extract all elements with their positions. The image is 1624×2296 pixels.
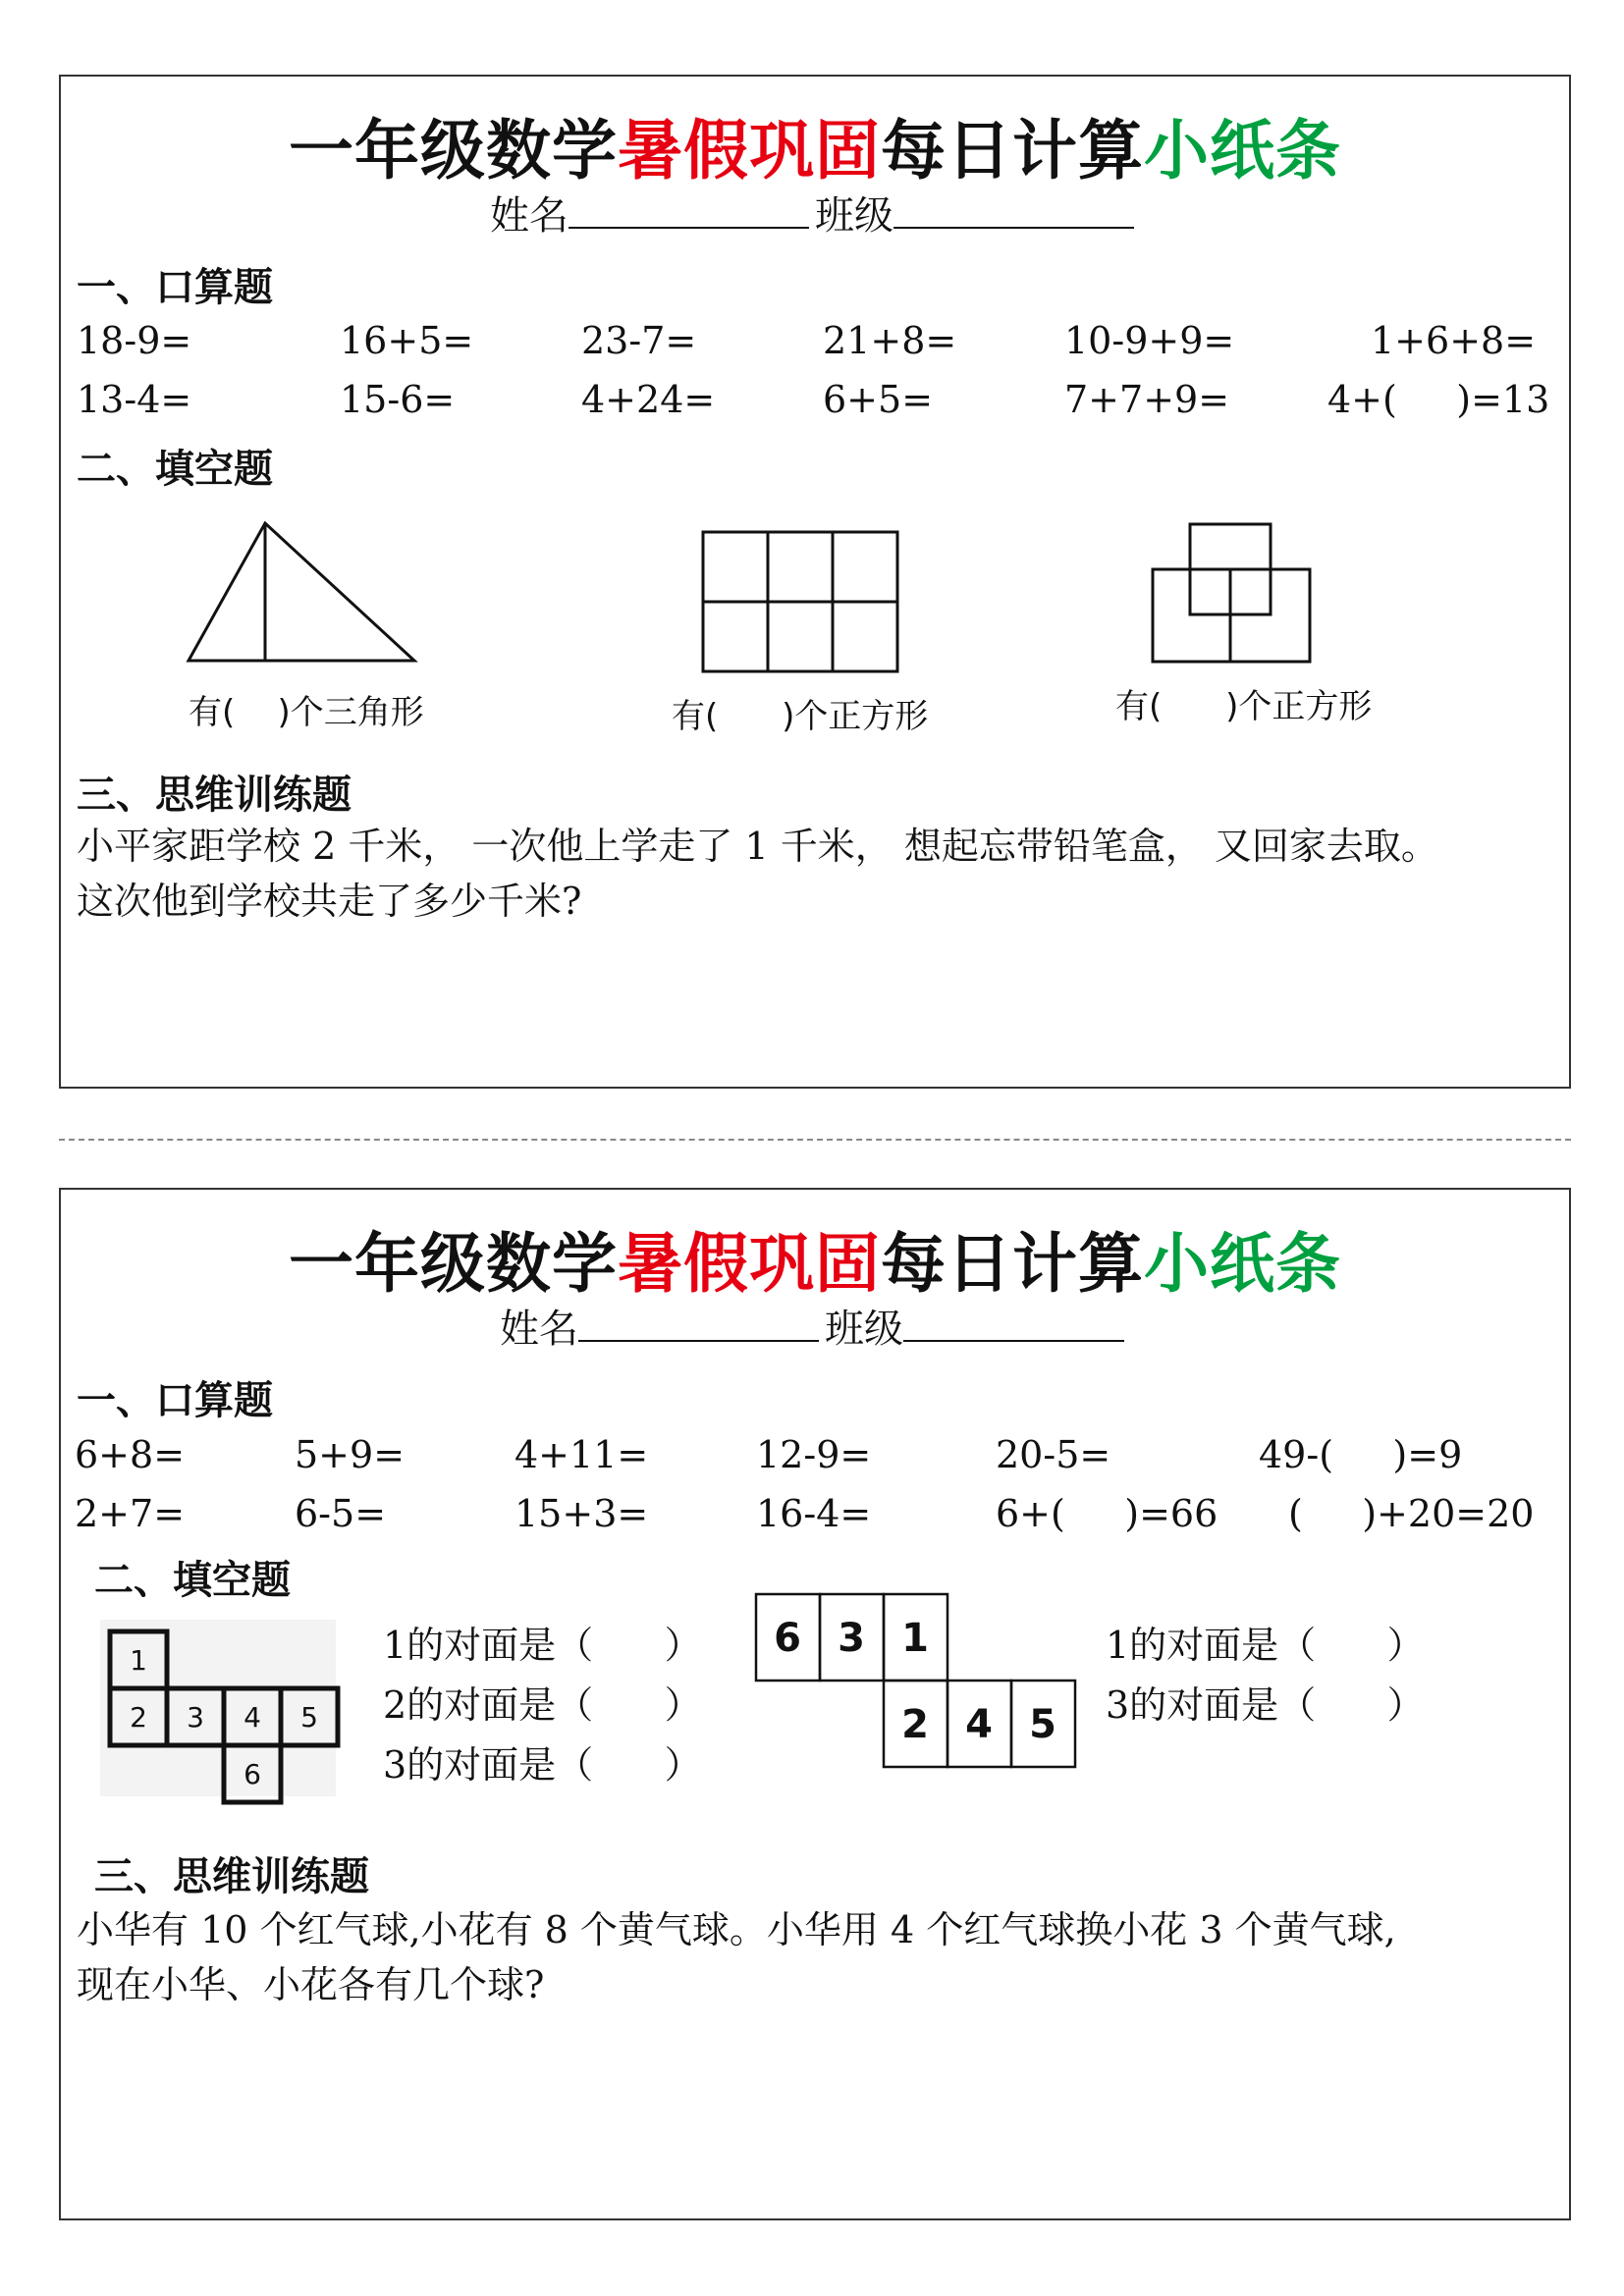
equation: 12-9=	[756, 1433, 872, 1476]
triangle-count-label: 有( )个三角形	[189, 693, 424, 732]
net-face-number: 6	[774, 1616, 801, 1661]
net-face-number: 2	[901, 1702, 929, 1747]
net-face-number: 6	[244, 1758, 261, 1790]
section-heading-thinking: 三、思维训练题	[77, 773, 352, 818]
equation: 4+11=	[514, 1433, 649, 1476]
equation: 1+6+8=	[1371, 319, 1537, 362]
cube-net-2	[754, 1592, 1078, 1773]
name-blank[interactable]	[578, 1307, 819, 1342]
class-blank[interactable]	[903, 1307, 1124, 1342]
worksheet-card-1	[59, 75, 1571, 1089]
net-face-number: 5	[1029, 1702, 1056, 1747]
title-part-3: 每日计算	[881, 1226, 1144, 1302]
grid-squares-figure	[701, 530, 901, 673]
equation: 13-4=	[77, 378, 192, 421]
equation: 15-6=	[340, 378, 456, 421]
equation: 20-5=	[996, 1433, 1111, 1476]
net-face-number: 1	[130, 1644, 147, 1677]
class-label: 班级	[825, 1307, 903, 1352]
equation: 6+( )=66	[996, 1492, 1218, 1535]
equation: 4+( )=13	[1327, 378, 1550, 421]
title-part-1: 一年级数学	[289, 1226, 618, 1302]
cube-net-1	[100, 1620, 336, 1796]
equation: 6+8=	[75, 1433, 186, 1476]
word-problem-line: 现在小华、小花各有几个球?	[77, 1963, 545, 2006]
section-heading-fill-blank: 二、填空题	[94, 1558, 291, 1603]
square-count-label-1: 有( )个正方形	[672, 697, 929, 736]
equation: 4+24=	[581, 378, 716, 421]
name-label: 姓名	[490, 193, 568, 239]
title-part-1: 一年级数学	[289, 113, 618, 188]
class-label: 班级	[815, 193, 893, 239]
section-heading-fill-blank: 二、填空题	[77, 447, 273, 492]
worksheet-card-2	[59, 1188, 1571, 2220]
word-problem-line: 小平家距学校 2 千米， 一次他上学走了 1 千米， 想起忘带铅笔盒， 又回家去取。	[77, 825, 1438, 868]
card-title	[61, 1211, 1569, 1305]
equation: 2+7=	[75, 1492, 186, 1535]
opposite-face-question: 3的对面是（ ）	[1106, 1683, 1425, 1727]
equation: 49-( )=9	[1259, 1433, 1463, 1476]
equation: 7+7+9=	[1064, 378, 1230, 421]
net-face-number: 3	[187, 1701, 204, 1734]
name-class-line	[61, 185, 1569, 240]
section-heading-mental-math: 一、口算题	[77, 265, 273, 310]
square-count-label-2: 有( )个正方形	[1115, 687, 1373, 726]
net-face-number: 1	[901, 1616, 929, 1661]
title-part-2: 暑假巩固	[618, 113, 881, 188]
class-blank[interactable]	[893, 193, 1134, 229]
equation: 16+5=	[340, 319, 474, 362]
net-face-number: 2	[130, 1701, 147, 1734]
triangle-figure	[187, 520, 422, 664]
word-problem-line: 小华有 10 个红气球,小花有 8 个黄气球。小华用 4 个红气球换小花 3 个黄气球,	[77, 1908, 1396, 1951]
opposite-face-question: 2的对面是（ ）	[383, 1683, 702, 1727]
equation: 6+5=	[823, 378, 934, 421]
net-face-number: 3	[838, 1616, 865, 1661]
net-face-number: 5	[300, 1701, 318, 1734]
card-title	[61, 98, 1569, 191]
equation: 5+9=	[295, 1433, 406, 1476]
equation: 10-9+9=	[1064, 319, 1235, 362]
word-problem-line: 这次他到学校共走了多少千米?	[77, 880, 582, 923]
equation: ( )+20=20	[1288, 1492, 1535, 1535]
section-heading-thinking: 三、思维训练题	[94, 1854, 369, 1899]
title-part-4: 小纸条	[1144, 1226, 1341, 1302]
opposite-face-question: 3的对面是（ ）	[383, 1743, 702, 1787]
title-part-4: 小纸条	[1144, 113, 1341, 188]
name-blank[interactable]	[568, 193, 809, 229]
opposite-face-question: 1的对面是（ ）	[383, 1624, 702, 1667]
cut-line	[59, 1139, 1571, 1141]
equation: 23-7=	[581, 319, 697, 362]
title-part-3: 每日计算	[881, 113, 1144, 188]
equation: 6-5=	[295, 1492, 387, 1535]
name-label: 姓名	[500, 1307, 578, 1352]
name-class-line	[61, 1298, 1569, 1354]
equation: 18-9=	[77, 319, 192, 362]
net-face-number: 4	[244, 1701, 261, 1734]
opposite-face-question: 1的对面是（ ）	[1106, 1624, 1425, 1667]
equation: 16-4=	[756, 1492, 872, 1535]
section-heading-mental-math: 一、口算题	[77, 1378, 273, 1423]
overlap-squares-figure	[1151, 522, 1324, 666]
equation: 15+3=	[514, 1492, 649, 1535]
net-face-number: 4	[965, 1702, 993, 1747]
equation: 21+8=	[823, 319, 957, 362]
title-part-2: 暑假巩固	[618, 1226, 881, 1302]
